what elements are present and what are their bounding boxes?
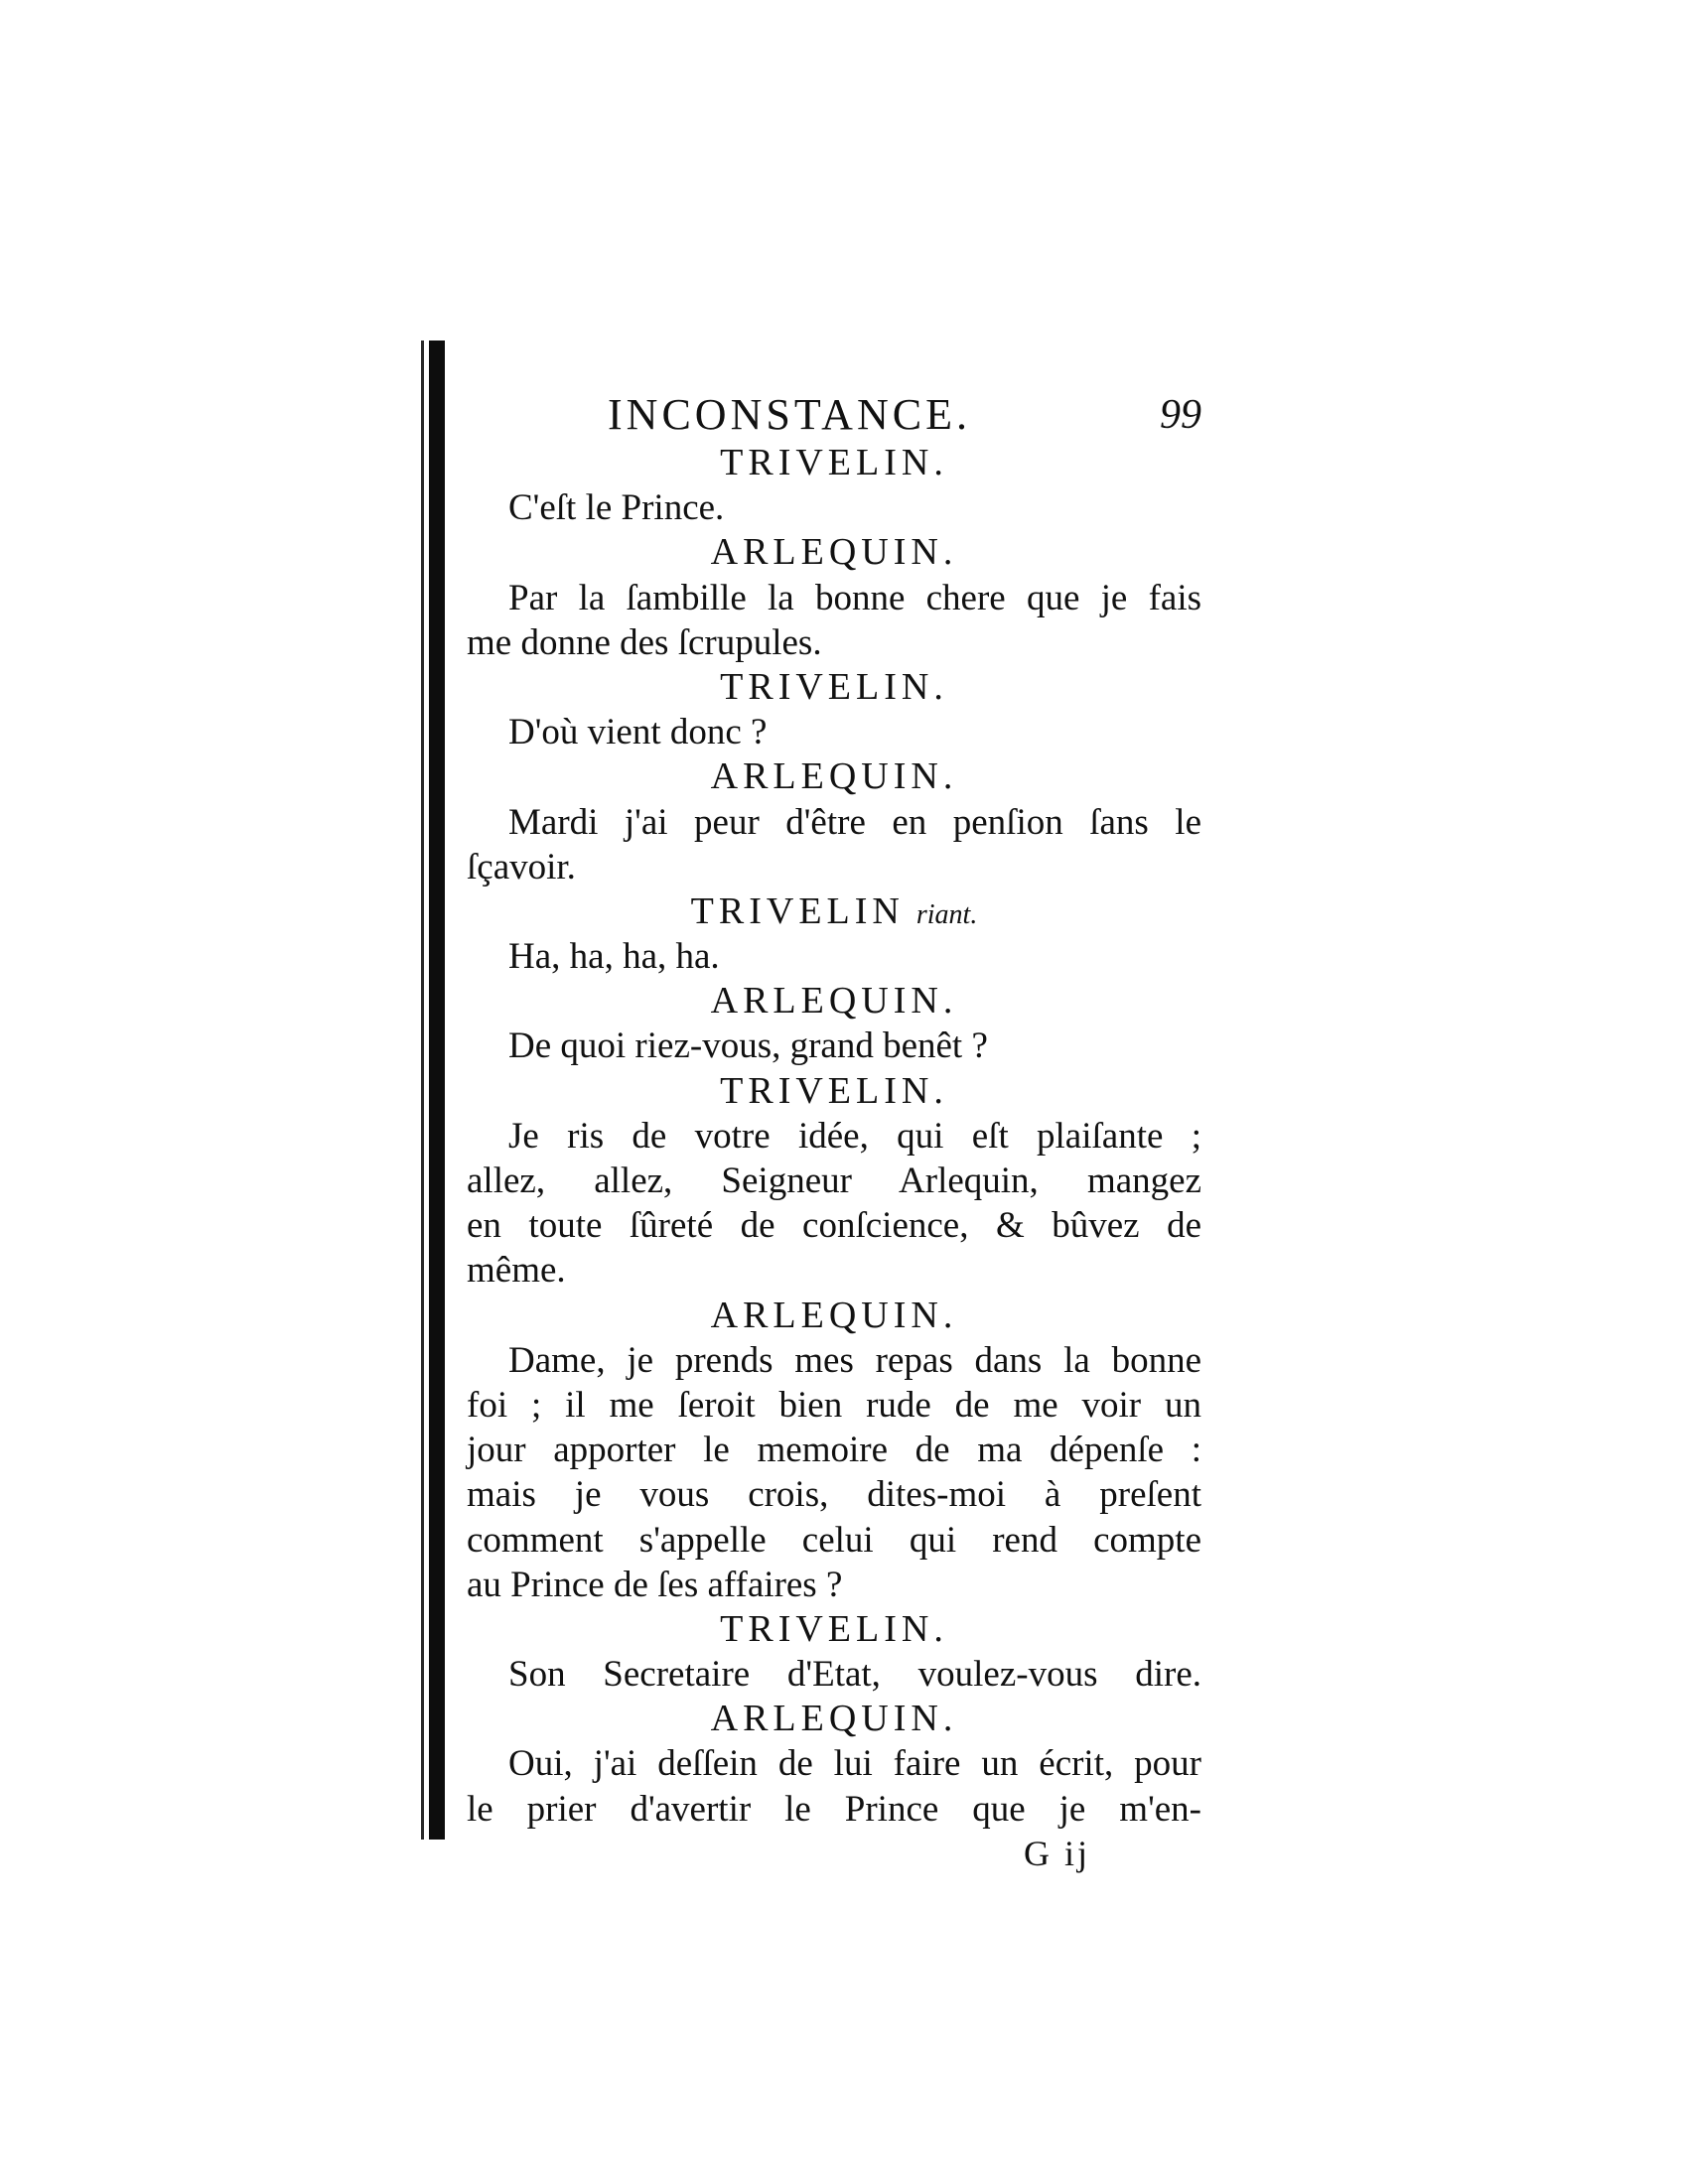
text-line: en toute ſûreté de conſcience, & bûvez de — [467, 1205, 1201, 1247]
speaker-name — [467, 530, 1201, 575]
text-line: ſçavoir. — [467, 846, 576, 887]
speaker-label: TRIVELIN. — [720, 665, 948, 708]
page-text-block — [467, 389, 1201, 1876]
speaker-label: ARLEQUIN. — [710, 1698, 958, 1740]
text-line: jour apporter le memoire de ma dépenſe : — [467, 1430, 1201, 1471]
text-line: D'où vient donc ? — [508, 712, 768, 753]
speaker-name — [467, 1294, 1201, 1338]
text-line: Dame, je prends mes repas dans la bonne — [508, 1339, 1201, 1381]
text-line: Oui, j'ai deſſein de lui faire un écrit, pour — [508, 1743, 1201, 1785]
text-line: foi ; il me ſeroit bien rude de me voir un — [467, 1384, 1201, 1426]
speaker-name — [467, 1697, 1201, 1741]
text-line: le prier d'avertir le Prince que je m'en- — [467, 1788, 1201, 1830]
text-line: mais je vous crois, dites-moi à preſent — [467, 1474, 1201, 1516]
text-line: comment s'appelle celui qui rend compte — [467, 1519, 1201, 1561]
text-line: allez, allez, Seigneur Arlequin, mangez — [467, 1160, 1201, 1201]
speaker-label: ARLEQUIN. — [710, 1294, 958, 1336]
speaker-name — [467, 441, 1201, 485]
speaker-name — [467, 1607, 1201, 1652]
signature-mark: G ij — [1023, 1833, 1090, 1873]
speaker-name — [467, 1069, 1201, 1114]
stage-direction: riant. — [915, 898, 978, 930]
text-line: Mardi j'ai peur d'être en penſion ſans le — [508, 801, 1201, 843]
text-line: Son Secretaire d'Etat, voulez-vous dire. — [508, 1654, 1201, 1696]
speaker-label: TRIVELIN. — [720, 442, 948, 483]
text-line: Je ris de votre idée, qui eſt plaiſante ; — [508, 1115, 1201, 1157]
speaker-name — [467, 754, 1201, 799]
dialogue-lines — [467, 441, 1201, 1832]
speaker-label: TRIVELIN. — [720, 1069, 948, 1112]
page-number: 99 — [1160, 392, 1201, 438]
text-line: même. — [467, 1250, 566, 1292]
speaker-label: ARLEQUIN. — [710, 980, 958, 1023]
page-binding-edge-thin — [421, 341, 424, 1840]
speaker-label: TRIVELIN — [690, 889, 905, 932]
text-line: Par la ſambille la bonne chere que je fais — [508, 577, 1201, 618]
speaker-label: ARLEQUIN. — [710, 531, 958, 574]
speaker-name — [467, 665, 1201, 710]
speaker-label: ARLEQUIN. — [710, 755, 958, 798]
speaker-name — [467, 889, 1201, 934]
text-line: De quoi riez-vous, grand benêt ? — [508, 1025, 988, 1067]
text-line: Ha, ha, ha, ha. — [508, 936, 720, 978]
text-line: me donne des ſcrupules. — [467, 621, 822, 663]
text-line: C'eſt le Prince. — [508, 487, 725, 529]
page-binding-edge — [429, 341, 445, 1840]
text-line: au Prince de ſes affaires ? — [467, 1564, 843, 1605]
running-title: INCONSTANCE. — [608, 390, 971, 439]
speaker-name — [467, 979, 1201, 1024]
running-header — [467, 389, 1201, 441]
speaker-label: TRIVELIN. — [720, 1607, 948, 1650]
